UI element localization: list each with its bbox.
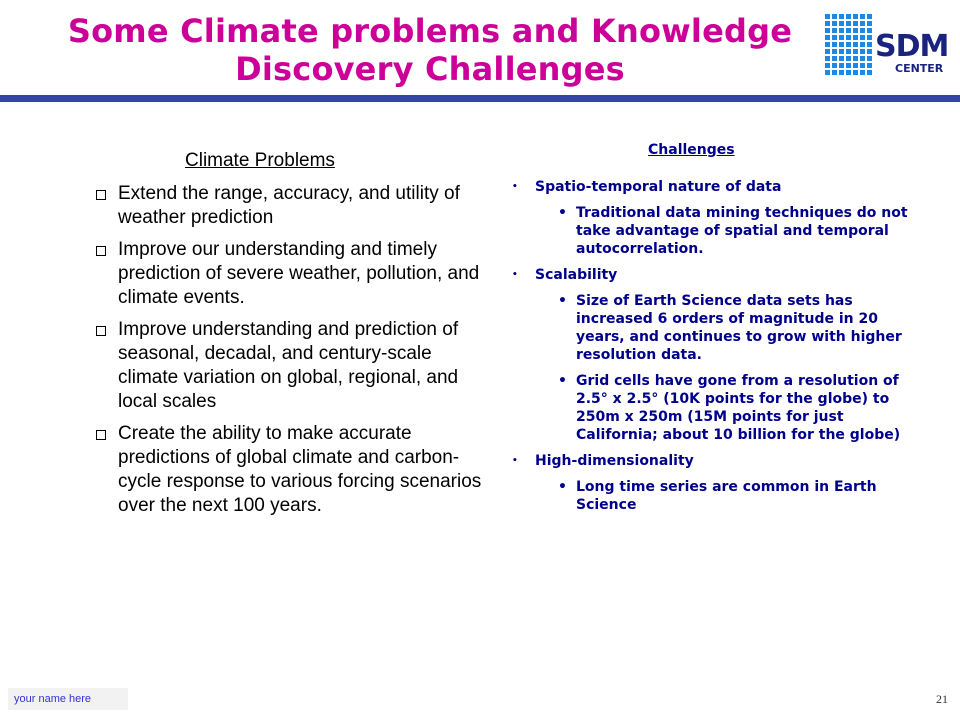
page-number: 21 [936,692,948,706]
climate-problems-heading: Climate Problems [185,150,335,171]
bullet-icon: • [558,479,567,495]
challenges-heading: Challenges [648,142,735,158]
bullet-icon: • [558,205,567,221]
title-line-2: Discovery Challenges [235,50,625,88]
sdm-center-logo [823,10,951,84]
challenge-label: Spatio-temporal nature of data [535,179,782,195]
challenge-group [510,178,915,196]
slide-title [0,12,860,88]
challenge-label: Scalability [535,267,618,283]
footer-author: your name here [8,688,128,710]
challenge-subitem [510,292,915,364]
challenge-subitem-text: Size of Earth Science data sets has increased 6 orders of magnitude in 20 years, and continues to grow with higher resolution data. [576,293,902,363]
challenge-subitem-text: Grid cells have gone from a resolution of 2.5° x 2.5° (10K points for the globe) to 250m x 250m (15M points for just California; about 10 billion for the globe) [576,373,901,443]
list-item [96,318,496,414]
challenge-group [510,266,915,284]
square-bullet-icon [96,246,106,256]
bullet-icon: • [512,456,518,466]
square-bullet-icon [96,326,106,336]
challenge-subitem [510,478,915,514]
list-item-text: Improve our understanding and timely prediction of severe weather, pollution, and climate events. [118,239,480,308]
bullet-icon: • [558,293,567,309]
challenge-subitem-text: Traditional data mining techniques do not take advantage of spatial and temporal autocorrelation. [576,205,908,257]
challenge-subitem-text: Long time series are common in Earth Science [576,479,877,513]
challenge-subitem [510,204,915,258]
list-item [96,422,496,518]
challenge-label: High-dimensionality [535,453,694,469]
challenge-group [510,452,915,470]
list-item-text: Improve understanding and prediction of seasonal, decadal, and century-scale climate variation on global, regional, and local scales [118,319,459,412]
climate-problems-list [96,182,496,526]
logo-text: SDM [875,29,949,64]
list-item-text: Create the ability to make accurate predictions of global climate and carbon-cycle response to various forcing scenarios over the next 100 years. [118,423,482,516]
bullet-icon: • [558,373,567,389]
bullet-icon: • [512,270,518,280]
challenges-list [510,173,915,522]
challenge-subitem [510,372,915,444]
list-item [96,238,496,310]
title-line-1: Some Climate problems and Knowledge [67,12,793,50]
list-item [96,182,496,230]
title-divider [0,95,960,102]
logo-grid-icon [823,10,875,82]
bullet-icon: • [512,182,518,192]
square-bullet-icon [96,190,106,200]
square-bullet-icon [96,430,106,440]
logo-subtext: CENTER [895,62,944,75]
list-item-text: Extend the range, accuracy, and utility of weather prediction [118,183,460,228]
